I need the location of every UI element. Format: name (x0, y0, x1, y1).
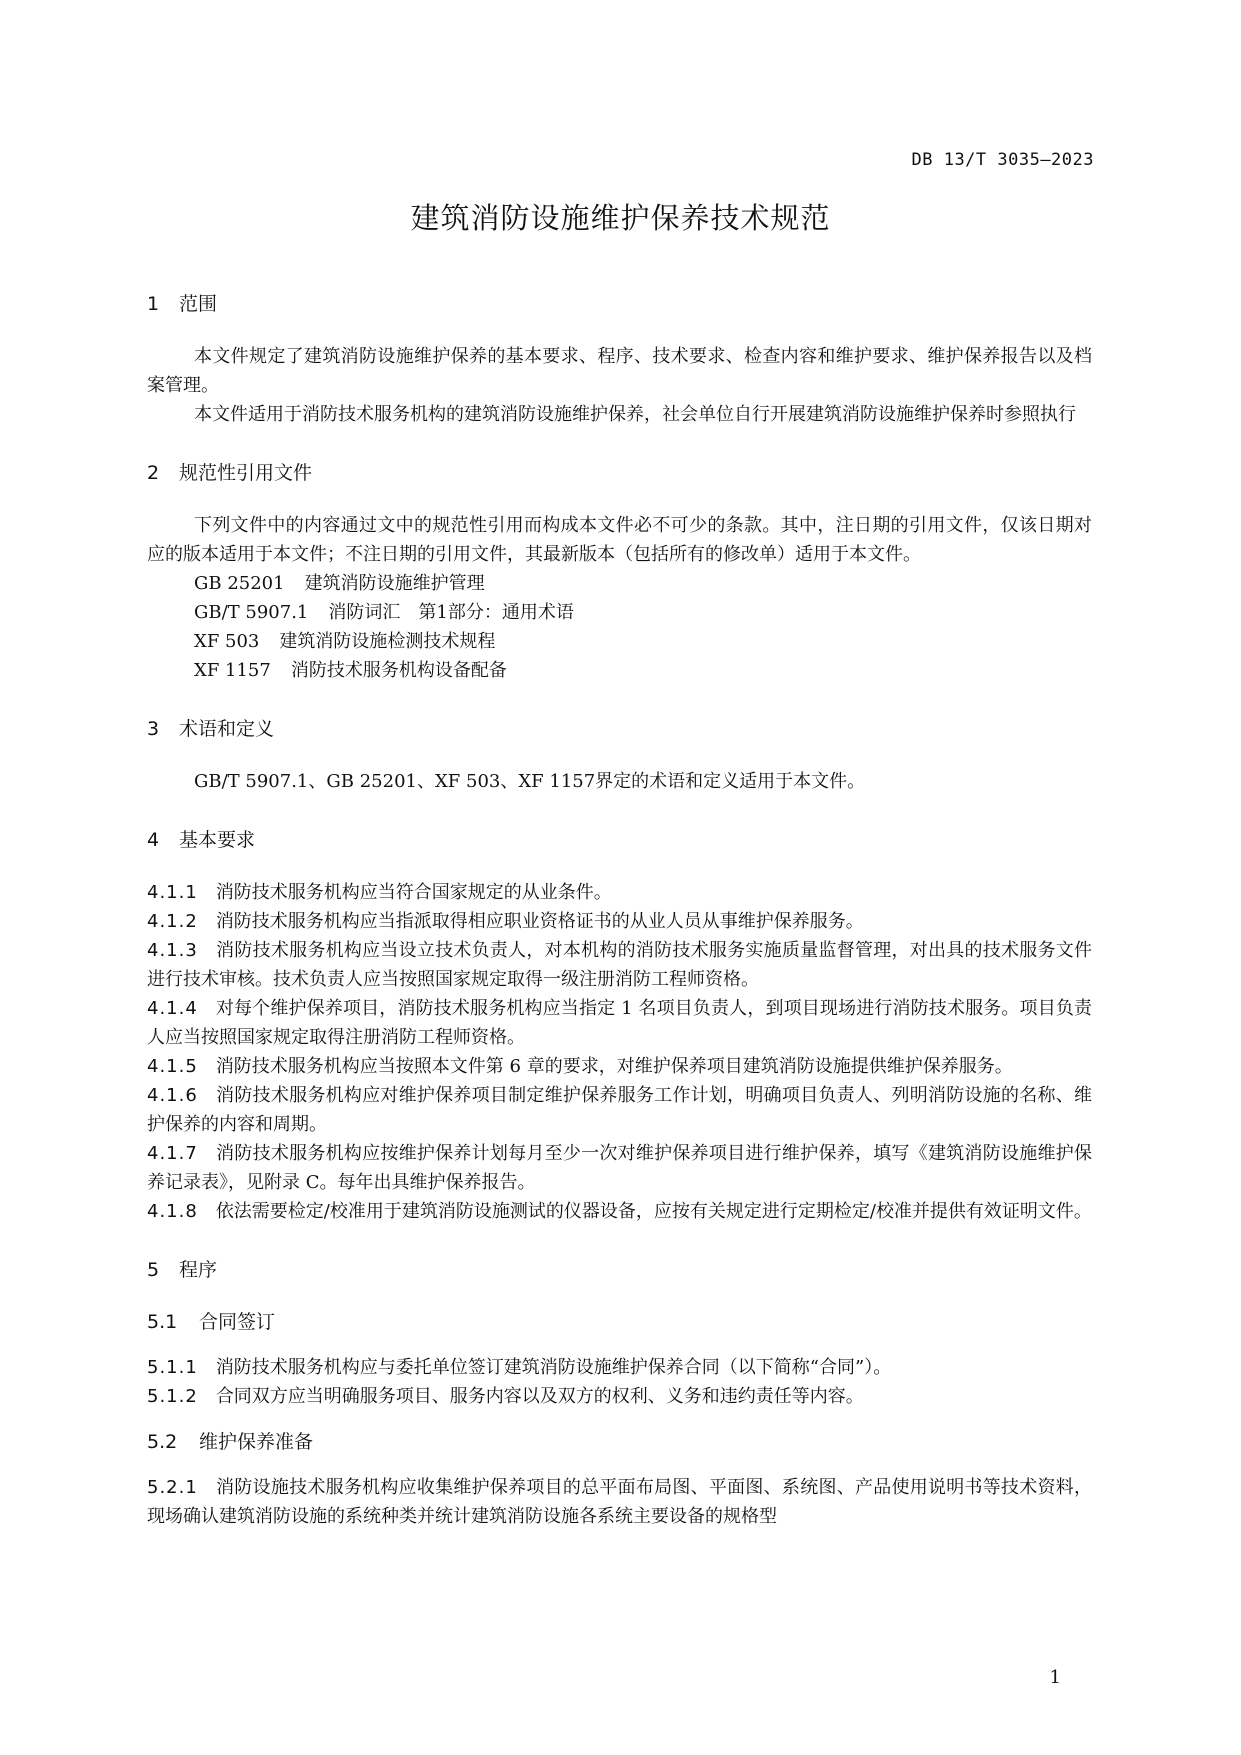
clause-item: 4.1.1 消防技术服务机构应当符合国家规定的从业条件。 (147, 882, 612, 903)
section-heading-procedure: 5 程序 (147, 1259, 218, 1281)
paragraph: 本文件适用于消防技术服务机构的建筑消防设施维护保养，社会单位自行开展建筑消防设施维护保养时参照执行 (194, 404, 1076, 425)
reference-item: XF 1157 消防技术服务机构设备配备 (194, 660, 507, 681)
clause-item: 5.1.2 合同双方应当明确服务项目、服务内容以及双方的权利、义务和违约责任等内容。 (147, 1386, 864, 1407)
paragraph: GB/T 5907.1、GB 25201、XF 503、XF 1157界定的术语和定义适用于本文件。 (194, 771, 866, 792)
reference-item: GB 25201 建筑消防设施维护管理 (194, 573, 485, 594)
section-heading-scope: 1 范围 (147, 293, 218, 315)
paragraph: 本文件规定了建筑消防设施维护保养的基本要求、程序、技术要求、检查内容和维护要求、维护保养报告以及档案管理。 (147, 346, 1092, 396)
clause-item: 4.1.8 依法需要检定/校准用于建筑消防设施测试的仪器设备，应按有关规定进行定期检定/校准并提供有效证明文件。 (147, 1201, 1092, 1222)
document-code: DB 13/T 3035—2023 (911, 150, 1094, 170)
clause-item: 4.1.7 消防技术服务机构应按维护保养计划每月至少一次对维护保养项目进行维护保养，填写《建筑消防设施维护保养记录表》，见附录 C。每年出具维护保养报告。 (147, 1143, 1092, 1193)
document-body (147, 290, 1092, 1531)
clause-item: 5.2.1 消防设施技术服务机构应收集维护保养项目的总平面布局图、平面图、系统图、产品使用说明书等技术资料，现场确认建筑消防设施的系统种类并统计建筑消防设施各系统主要设备的规格型 (147, 1477, 1092, 1527)
subsection-heading-preparation: 5.2 维护保养准备 (147, 1431, 314, 1453)
reference-item: GB/T 5907.1 消防词汇 第1部分：通用术语 (194, 602, 574, 623)
section-heading-terms: 3 术语和定义 (147, 718, 275, 740)
paragraph: 下列文件中的内容通过文中的规范性引用而构成本文件必不可少的条款。其中，注日期的引用文件，仅该日期对应的版本适用于本文件；不注日期的引用文件，其最新版本（包括所有的修改单）适用于本文件。 (147, 515, 1092, 565)
clause-item: 4.1.2 消防技术服务机构应当指派取得相应职业资格证书的从业人员从事维护保养服务。 (147, 911, 864, 932)
clause-item: 4.1.5 消防技术服务机构应当按照本文件第 6 章的要求，对维护保养项目建筑消防设施提供维护保养服务。 (147, 1056, 1013, 1077)
reference-item: XF 503 建筑消防设施检测技术规程 (194, 631, 496, 652)
subsection-heading-contract: 5.1 合同签订 (147, 1311, 276, 1333)
page-number: 1 (1049, 1667, 1061, 1688)
document-title: 建筑消防设施维护保养技术规范 (410, 201, 831, 235)
clause-item: 4.1.3 消防技术服务机构应当设立技术负责人，对本机构的消防技术服务实施质量监督管理，对出具的技术服务文件进行技术审核。技术负责人应当按照国家规定取得一级注册消防工程师资格。 (147, 940, 1092, 990)
section-heading-basic-requirements: 4 基本要求 (147, 829, 256, 851)
section-heading-normative-references: 2 规范性引用文件 (147, 462, 313, 484)
clause-item: 4.1.6 消防技术服务机构应对维护保养项目制定维护保养服务工作计划，明确项目负责人、列明消防设施的名称、维护保养的内容和周期。 (147, 1085, 1092, 1135)
clause-item: 5.1.1 消防技术服务机构应与委托单位签订建筑消防设施维护保养合同（以下简称“合同”）。 (147, 1357, 892, 1378)
clause-item: 4.1.4 对每个维护保养项目，消防技术服务机构应当指定 1 名项目负责人，到项目现场进行消防技术服务。项目负责人应当按照国家规定取得注册消防工程师资格。 (147, 998, 1092, 1048)
